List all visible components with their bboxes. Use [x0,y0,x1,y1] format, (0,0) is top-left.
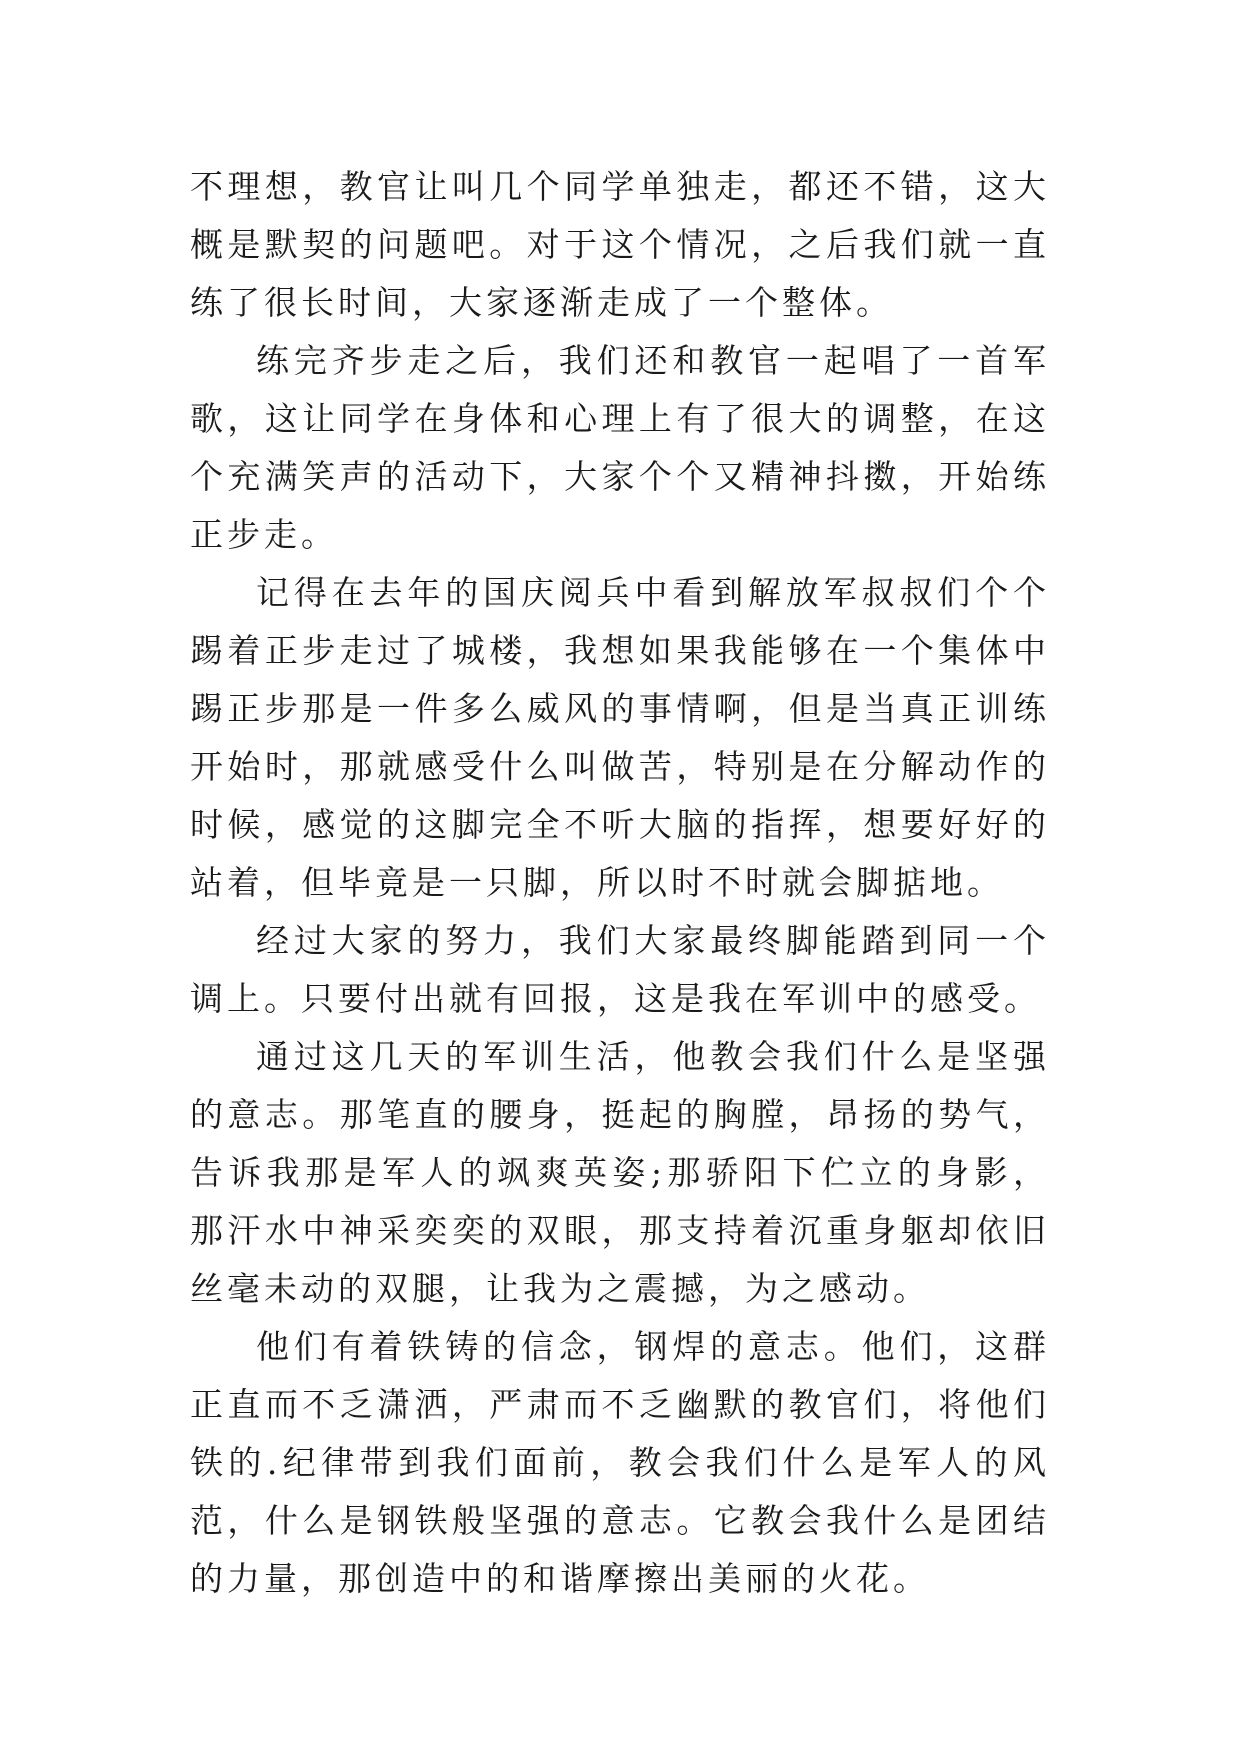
paragraph-6: 他们有着铁铸的信念，钢焊的意志。他们，这群正直而不乏潇洒，严肃而不乏幽默的教官们，将他们铁的.纪律带到我们面前，教会我们什么是军人的风范，什么是钢铁般坚强的意志。它教会我什么是团结的力量，那创造中的和谐摩擦出美丽的火花。 [190,1327,1050,1598]
document-body [190,158,1050,1608]
paragraph-3: 记得在去年的国庆阅兵中看到解放军叔叔们个个踢着正步走过了城楼，我想如果我能够在一个集体中踢正步那是一件多么威风的事情啊，但是当真正训练开始时，那就感受什么叫做苦，特别是在分解动作的时候，感觉的这脚完全不听大脑的指挥，想要好好的站着，但毕竟是一只脚，所以时不时就会脚掂地。 [190,573,1050,902]
paragraph-2: 练完齐步走之后，我们还和教官一起唱了一首军歌，这让同学在身体和心理上有了很大的调整，在这个充满笑声的活动下，大家个个又精神抖擞，开始练正步走。 [190,341,1050,554]
paragraph-4: 经过大家的努力，我们大家最终脚能踏到同一个调上。只要付出就有回报，这是我在军训中的感受。 [190,921,1050,1018]
paragraph-1: 不理想，教官让叫几个同学单独走，都还不错，这大概是默契的问题吧。对于这个情况，之后我们就一直练了很长时间，大家逐渐走成了一个整体。 [190,167,1050,322]
paragraph-5: 通过这几天的军训生活，他教会我们什么是坚强的意志。那笔直的腰身，挺起的胸膛，昂扬的势气，告诉我那是军人的飒爽英姿;那骄阳下伫立的身影，那汗水中神采奕奕的双眼，那支持着沉重身躯却依旧丝毫未动的双腿，让我为之震撼，为之感动。 [190,1037,1050,1308]
